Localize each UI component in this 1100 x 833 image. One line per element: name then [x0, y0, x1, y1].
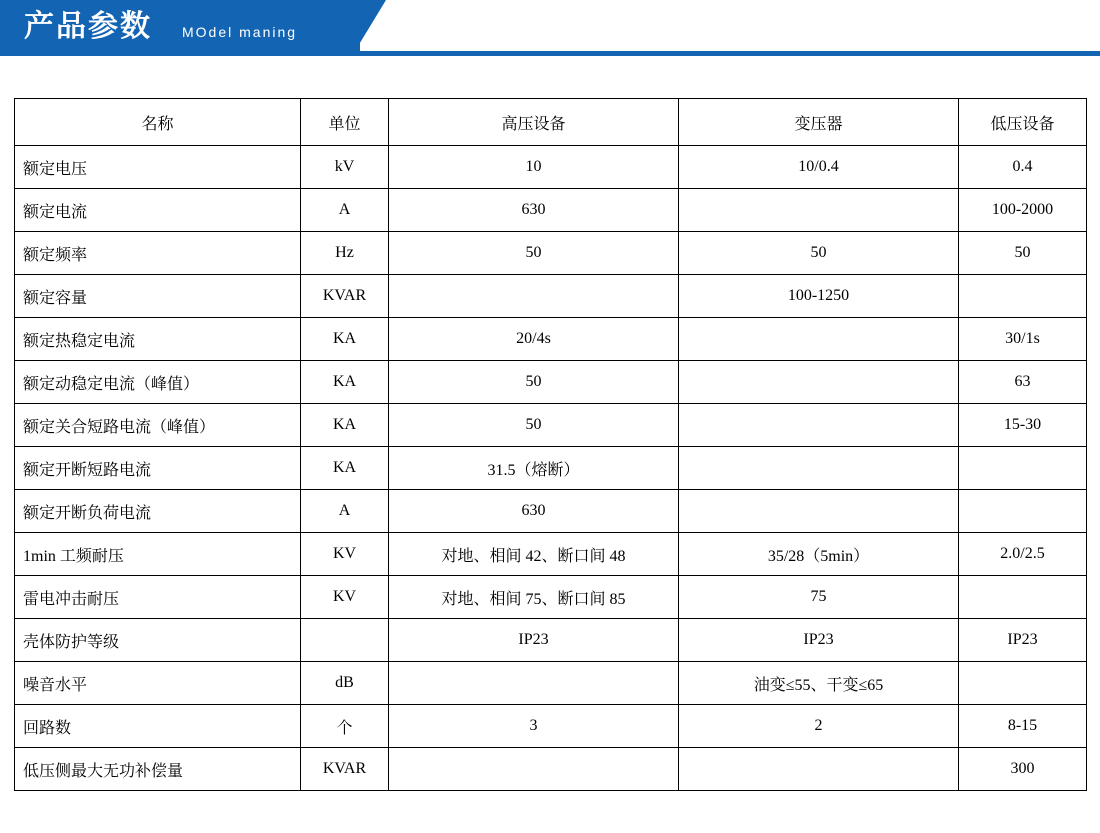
cell-name: 额定电流 [15, 189, 301, 232]
spec-table-container [0, 62, 1100, 791]
cell-hv: 50 [389, 404, 679, 447]
cell-tr: 75 [679, 576, 959, 619]
cell-name: 额定关合短路电流（峰值） [15, 404, 301, 447]
cell-name: 雷电冲击耐压 [15, 576, 301, 619]
cell-hv: 10 [389, 146, 679, 189]
cell-hv [389, 275, 679, 318]
cell-tr: 100-1250 [679, 275, 959, 318]
cell-name: 1min 工频耐压 [15, 533, 301, 576]
cell-hv: 20/4s [389, 318, 679, 361]
cell-tr [679, 404, 959, 447]
cell-unit: KA [301, 447, 389, 490]
cell-hv [389, 748, 679, 791]
page-header [0, 0, 1100, 62]
cell-name: 额定动稳定电流（峰值） [15, 361, 301, 404]
cell-name: 额定电压 [15, 146, 301, 189]
cell-unit: A [301, 189, 389, 232]
cell-name: 额定开断负荷电流 [15, 490, 301, 533]
cell-unit: dB [301, 662, 389, 705]
cell-lv: 50 [959, 232, 1087, 275]
column-header: 名称 [15, 99, 301, 146]
cell-name: 噪音水平 [15, 662, 301, 705]
table-row [15, 748, 1087, 791]
table-row [15, 576, 1087, 619]
cell-lv: IP23 [959, 619, 1087, 662]
cell-name: 额定频率 [15, 232, 301, 275]
cell-unit: KVAR [301, 275, 389, 318]
cell-tr [679, 490, 959, 533]
column-header: 高压设备 [389, 99, 679, 146]
column-header: 单位 [301, 99, 389, 146]
cell-lv [959, 275, 1087, 318]
cell-unit: kV [301, 146, 389, 189]
cell-lv: 30/1s [959, 318, 1087, 361]
header-underline-extension [380, 52, 1100, 55]
cell-unit: KVAR [301, 748, 389, 791]
cell-lv: 0.4 [959, 146, 1087, 189]
table-row [15, 447, 1087, 490]
cell-tr: 35/28（5min） [679, 533, 959, 576]
table-row [15, 404, 1087, 447]
cell-lv [959, 576, 1087, 619]
cell-lv: 15-30 [959, 404, 1087, 447]
cell-unit: KA [301, 361, 389, 404]
table-row [15, 662, 1087, 705]
cell-tr [679, 748, 959, 791]
cell-tr: IP23 [679, 619, 959, 662]
cell-tr: 10/0.4 [679, 146, 959, 189]
column-header: 低压设备 [959, 99, 1087, 146]
spec-table [14, 98, 1087, 791]
cell-unit: Hz [301, 232, 389, 275]
cell-lv [959, 447, 1087, 490]
cell-lv [959, 662, 1087, 705]
cell-tr [679, 361, 959, 404]
cell-name: 回路数 [15, 705, 301, 748]
cell-hv: 630 [389, 490, 679, 533]
page-subtitle: MOdel maning [182, 24, 298, 40]
cell-lv [959, 490, 1087, 533]
cell-hv [389, 662, 679, 705]
cell-name: 额定容量 [15, 275, 301, 318]
cell-name: 低压侧最大无功补偿量 [15, 748, 301, 791]
cell-hv: 31.5（熔断） [389, 447, 679, 490]
cell-lv: 100-2000 [959, 189, 1087, 232]
cell-hv: 对地、相间 42、断口间 48 [389, 533, 679, 576]
cell-unit: KA [301, 318, 389, 361]
table-row [15, 232, 1087, 275]
cell-tr [679, 318, 959, 361]
cell-hv: 50 [389, 361, 679, 404]
cell-name: 额定开断短路电流 [15, 447, 301, 490]
cell-hv: 50 [389, 232, 679, 275]
table-row [15, 189, 1087, 232]
cell-tr: 油变≤55、干变≤65 [679, 662, 959, 705]
cell-tr: 50 [679, 232, 959, 275]
cell-unit: 个 [301, 705, 389, 748]
cell-hv: 3 [389, 705, 679, 748]
cell-hv: 对地、相间 75、断口间 85 [389, 576, 679, 619]
cell-unit [301, 619, 389, 662]
cell-unit: KV [301, 576, 389, 619]
table-header-row [15, 99, 1087, 146]
table-row [15, 361, 1087, 404]
table-row [15, 619, 1087, 662]
cell-lv: 300 [959, 748, 1087, 791]
cell-hv: IP23 [389, 619, 679, 662]
table-row [15, 146, 1087, 189]
page-title: 产品参数 [24, 10, 152, 43]
cell-lv: 2.0/2.5 [959, 533, 1087, 576]
cell-unit: KA [301, 404, 389, 447]
cell-lv: 63 [959, 361, 1087, 404]
table-row [15, 533, 1087, 576]
cell-name: 壳体防护等级 [15, 619, 301, 662]
cell-name: 额定热稳定电流 [15, 318, 301, 361]
table-row [15, 318, 1087, 361]
cell-unit: KV [301, 533, 389, 576]
cell-lv: 8-15 [959, 705, 1087, 748]
table-row [15, 490, 1087, 533]
cell-hv: 630 [389, 189, 679, 232]
cell-unit: A [301, 490, 389, 533]
header-banner-arrow [352, 0, 386, 56]
cell-tr [679, 447, 959, 490]
cell-tr: 2 [679, 705, 959, 748]
cell-tr [679, 189, 959, 232]
column-header: 变压器 [679, 99, 959, 146]
table-row [15, 705, 1087, 748]
table-row [15, 275, 1087, 318]
